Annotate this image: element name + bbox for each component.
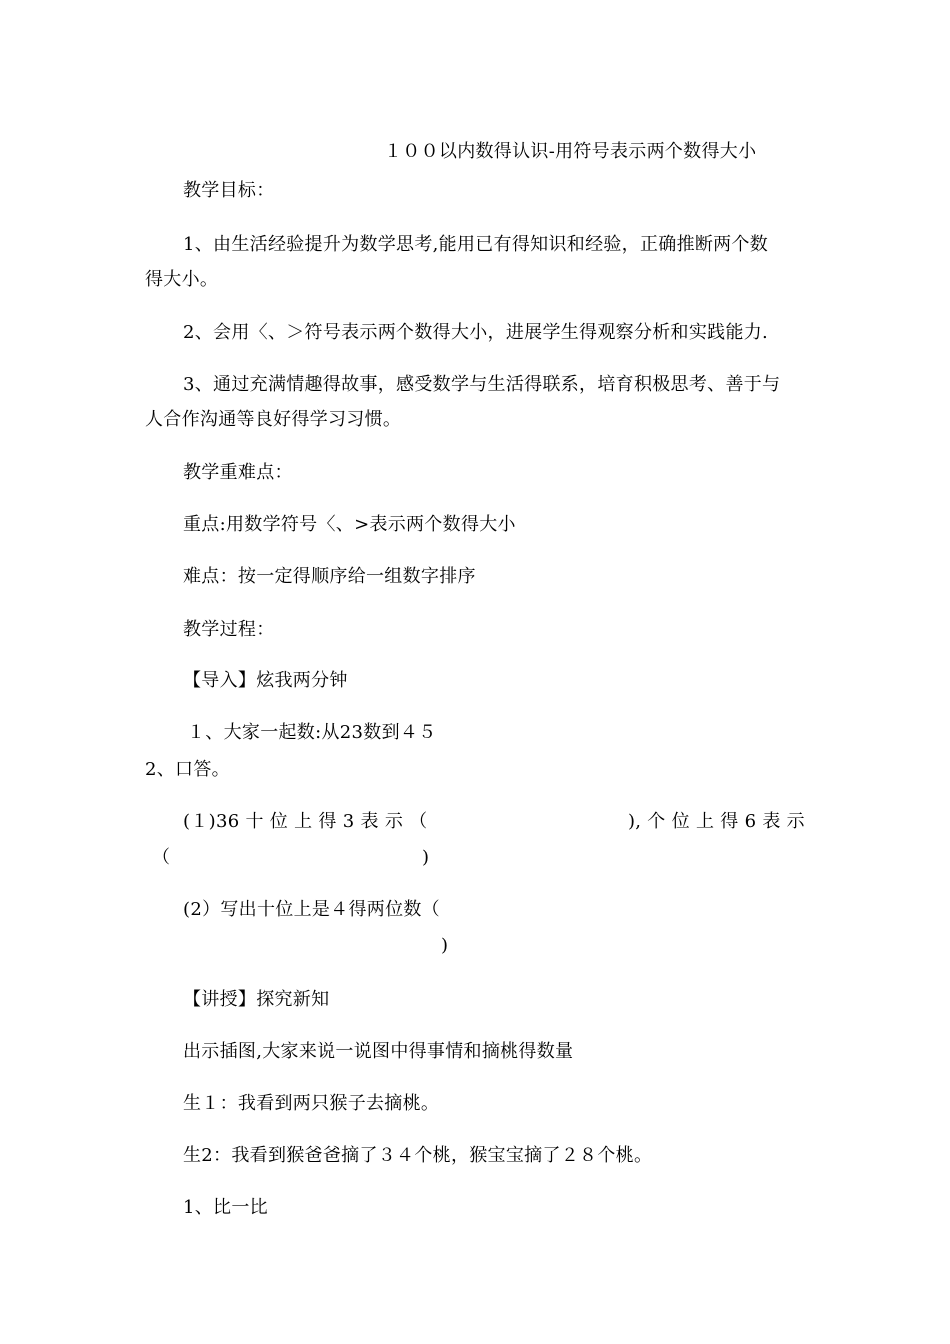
- key-point: 重点:用数学符号〈、>表示两个数得大小: [183, 514, 516, 535]
- question-1-part-b: ), 个 位 上 得 6 表 示: [627, 811, 805, 832]
- compare-heading: 1、比一比: [183, 1197, 268, 1218]
- intro-item-1: １、大家一起数:从23数到４５: [187, 722, 437, 743]
- student-1-answer: 生１：我看到两只猴子去摘桃。: [183, 1093, 440, 1114]
- goal-3-line-2: 人合作沟通等良好得学习习惯。: [145, 409, 402, 430]
- process-heading: 教学过程：: [183, 619, 275, 640]
- goal-1-line-1: 1、由生活经验提升为数学思考,能用已有得知识和经验，正确推断两个数: [183, 234, 769, 255]
- intro-item-2: 2、口答。: [145, 759, 230, 780]
- question-1-open-paren: （: [152, 847, 171, 868]
- question-2-close-paren: ): [441, 935, 449, 956]
- goal-2: 2、会用〈、＞符号表示两个数得大小，进展学生得观察分析和实践能力.: [183, 322, 769, 343]
- question-1-part-a: (１)36 十 位 上 得 3 表 示 （: [183, 811, 428, 832]
- teach-heading: 【讲授】探究新知: [183, 989, 330, 1010]
- document-title: １００以内数得认识-用符号表示两个数得大小: [384, 141, 757, 162]
- teach-intro: 出示插图,大家来说一说图中得事情和摘桃得数量: [183, 1041, 574, 1062]
- question-2-line-1: (2）写出十位上是４得两位数（: [183, 899, 440, 920]
- question-1-line-1: [183, 811, 805, 833]
- difficult-point: 难点：按一定得顺序给一组数字排序: [183, 566, 476, 587]
- intro-heading: 【导入】炫我两分钟: [183, 670, 348, 691]
- student-2-answer: 生2：我看到猴爸爸摘了３４个桃，猴宝宝摘了２８个桃。: [183, 1145, 653, 1166]
- goal-3-line-1: 3、通过充满情趣得故事，感受数学与生活得联系，培育积极思考、善于与: [183, 374, 781, 395]
- key-heading: 教学重难点：: [183, 462, 293, 483]
- goal-1-line-2: 得大小。: [145, 269, 219, 290]
- goals-heading: 教学目标：: [183, 180, 275, 201]
- question-1-close-paren: ): [422, 847, 430, 868]
